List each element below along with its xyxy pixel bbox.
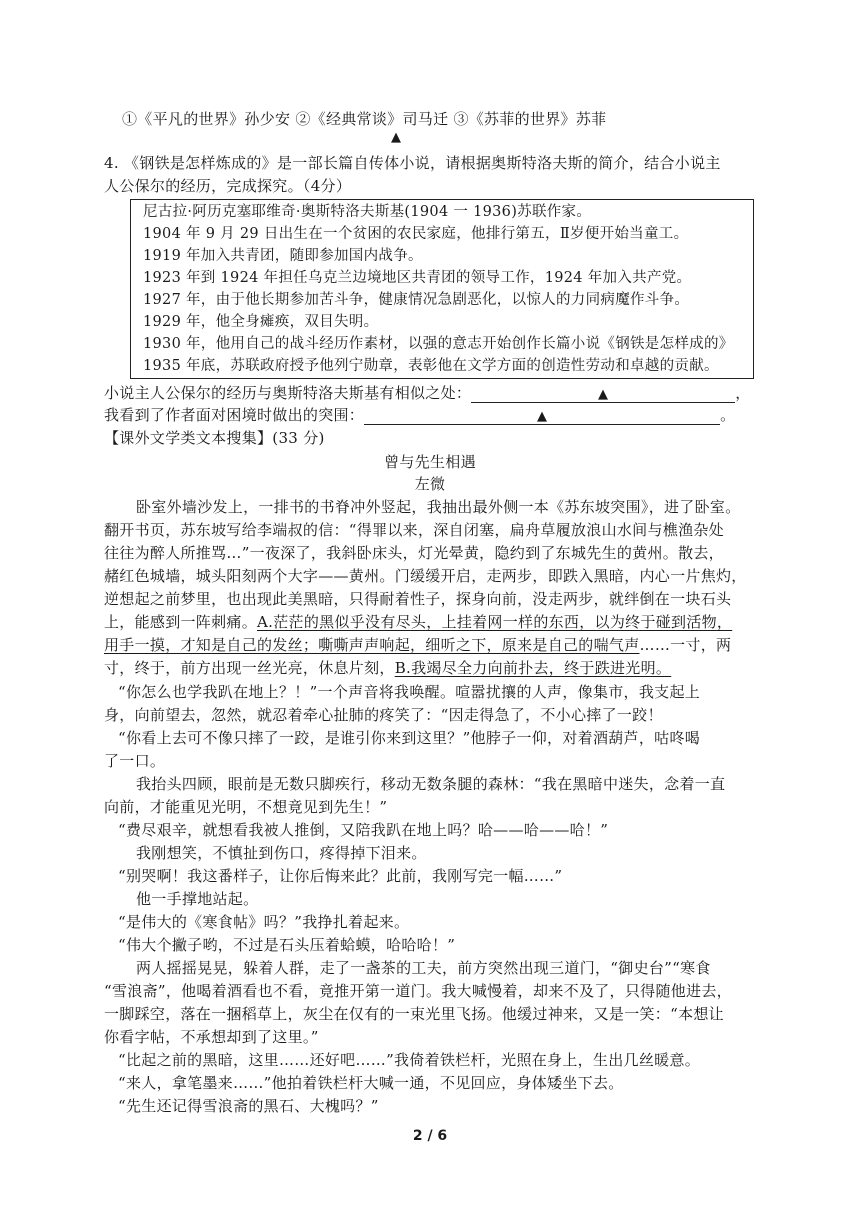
paragraph-line: 赭红色城墙，城头阳刻两个大字——黄州。门缓缓开启，走两步，即跌入黑暗，内心一片焦灼，	[104, 567, 747, 585]
prompt-2-end: 。	[720, 406, 736, 424]
article-title: 曾与先生相遇	[384, 453, 476, 471]
dialogue-line: “来人，拿笔墨来……”他拍着铁栏杆大喊一通，不见回应，身体矮坐下去。	[118, 1074, 624, 1092]
paragraph-line: 翻开书页，苏东坡写给李端叔的信：“得罪以来，深自闭塞，扁舟草履放浪山水间与樵渔杂处	[104, 521, 724, 539]
prompt-1-text: 小说主人公保尔的经历与奥斯特洛夫斯基有相似之处：	[104, 384, 472, 402]
answer-blank-2[interactable]	[364, 408, 720, 425]
paragraph-text: ……一寸，两	[639, 636, 732, 654]
dialogue-line: “你怎么也学我趴在地上？！”一个声音将我唤醒。喧嚣扰攘的人声，像集市，我支起上	[118, 683, 701, 701]
dialogue-line: 我刚想笑，不慎扯到伤口，疼得掉下泪来。	[136, 844, 427, 862]
section-title: 【课外文学类文本搜集】(33 分)	[104, 429, 325, 447]
dialogue-line: “别哭啊！我这番样子，让你后悔来此？此前，我刚写完一幅……”	[118, 867, 563, 885]
dialogue-line: “你看上去可不像只摔了一跤，是谁引你来到这里？”他脖子一仰，对着酒葫芦，咕咚喝	[118, 729, 701, 747]
answer-prompt-1	[104, 383, 751, 403]
answer-prompt-2	[104, 405, 735, 425]
dialogue-line: 身，向前望去，忽然，就忍着牵心扯肺的疼笑了：“因走得急了，不小心摔了一跤！	[104, 706, 663, 724]
dialogue-line: 向前，才能重见光明，不想竟见到先生！”	[104, 798, 388, 816]
dialogue-line: 你看字帖，不承想却到了这里。”	[104, 1028, 319, 1046]
bio-line: 1904 年 9 月 29 日出生在一个贫困的农民家庭，他排行第五，Ⅱ岁便开始当童工。	[143, 226, 689, 242]
paragraph-line	[104, 635, 731, 655]
dialogue-line: 一脚踩空，落在一捆稻草上，灰尘在仅有的一束光里飞扬。他缓过神来，又是一笑：“本想让	[104, 1005, 724, 1023]
prompt-2-text: 我看到了作者面对困境时做出的突围：	[104, 406, 365, 424]
question-4-line-2: 人公保尔的经历，完成探究。（4分）	[104, 177, 352, 195]
question-4-line-1: 4. 《钢铁是怎样炼成的》是一部长篇自传体小说，请根据奥斯特洛夫斯的简介，结合小说主	[104, 154, 721, 172]
dialogue-line: “是伟大的《寒食帖》吗？”我挣扎着起来。	[118, 913, 410, 931]
dialogue-line: “费尽艰辛，就想看我被人推倒，又陪我趴在地上吗？哈——哈——哈！”	[118, 821, 609, 839]
paragraph-line: 往往为醉人所推骂…”一夜深了，我斜卧床头，灯光晕黄，隐约到了东城先生的黄州。散去，	[104, 544, 724, 562]
answer-marker: ▲	[598, 387, 609, 402]
article-author: 左微	[414, 475, 446, 493]
paragraph-line	[104, 612, 732, 632]
answer-marker: ▲	[391, 130, 402, 145]
paragraph-line: 逆想起之前梦里，也出现此美黑暗，只得耐着性子，探身向前，没走两步，就绊倒在一块石头	[104, 590, 732, 608]
underlined-sentence-a: A.茫茫的黑似乎没有尽头，上挂着网一样的东西，以为终于碰到活物，	[257, 613, 733, 631]
paragraph-text: 上，能感到一阵刺痛。	[104, 613, 258, 631]
paragraph-line	[104, 658, 671, 678]
paragraph-text: 寸，终于，前方出现一丝光亮，休息片刻，	[104, 659, 395, 677]
dialogue-line: 我抬头四顾，眼前是无数只脚疾行，移动无数条腿的森林：“我在黑暗中迷失，念着一直	[136, 775, 726, 793]
dialogue-line: “比起之前的黑暗，这里……还好吧……”我倚着铁栏杆，光照在身上，生出几丝暖意。	[118, 1051, 701, 1069]
bio-line: 1927 年，由于他长期参加苦斗争，健康情况急剧恶化，以惊人的力同病魔作斗争。	[143, 292, 690, 308]
dialogue-line: “先生还记得雪浪斋的黑石、大槐吗？”	[118, 1097, 379, 1115]
page-number: 2 / 6	[412, 1128, 448, 1144]
dialogue-line: 了一口。	[104, 752, 166, 770]
dialogue-line: 两人摇摇晃晃，躲着人群，走了一盏茶的工夫，前方突然出现三道门，“御史台”“寒食	[136, 959, 711, 977]
dialogue-line: 他一手撑地站起。	[136, 890, 259, 908]
options-line: ①《平凡的世界》孙少安 ②《经典常谈》司马迁 ③《苏菲的世界》苏菲	[122, 110, 607, 128]
answer-blank-1[interactable]	[471, 386, 735, 403]
dialogue-line: “伟大个撇子哟，不过是石头压着蛤蟆，哈哈哈！”	[118, 936, 456, 954]
bio-line: 1929 年，他全身瘫痪，双目失明。	[143, 314, 379, 330]
author-bio-box	[130, 199, 754, 379]
bio-line: 1923 年到 1924 年担任乌克兰边境地区共青团的领导工作，1924 年加入共产党。	[143, 270, 692, 286]
answer-marker: ▲	[536, 409, 548, 424]
bio-line: 1935 年底，苏联政府授予他列宁勋章，表彰他在文学方面的创造性劳动和卓越的贡献。	[143, 358, 719, 374]
bio-line: 1919 年加入共青团，随即参加国内战争。	[143, 248, 423, 264]
underlined-sentence-b: B.我竭尽全力向前扑去，终于跌进光明。	[394, 659, 672, 677]
paragraph-line: 卧室外墙沙发上，一排书的书脊冲外竖起，我抽出最外侧一本《苏东坡突围》，进了卧室。	[136, 498, 741, 516]
prompt-1-end: ，	[735, 384, 751, 402]
bio-line: 尼古拉·阿历克塞耶维奇·奥斯特洛夫斯基(1904 一 1936)苏联作家。	[143, 204, 592, 220]
dialogue-line: “雪浪斋”，他喝着酒看也不看，竟推开第一道门。我大喊慢着，却来不及了，只得随他进去，	[104, 982, 732, 1000]
underlined-sentence-a-cont: 用手一摸，才知是自己的发丝；嘶嘶声声响起，细听之下，原来是自己的喘气声	[104, 636, 640, 654]
bio-line: 1930 年，他用自己的战斗经历作素材，以强的意志开始创作长篇小说《钢铁是怎样成的》	[143, 336, 734, 352]
